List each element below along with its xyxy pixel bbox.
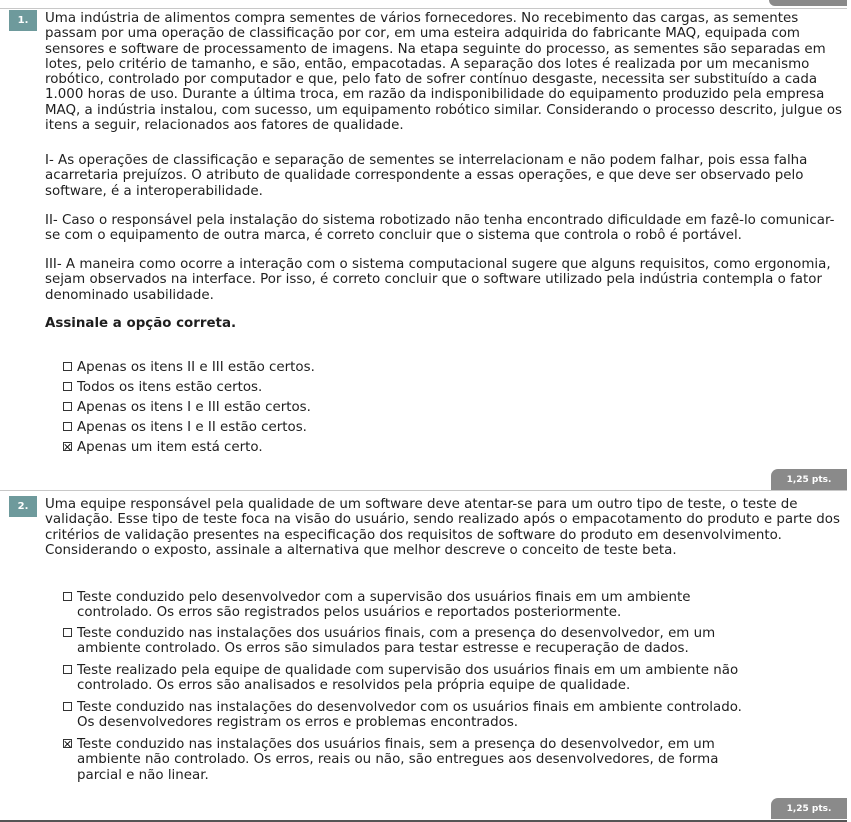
checkbox-checked[interactable] bbox=[63, 739, 72, 748]
question-1-option-5[interactable]: Apenas um item está certo. bbox=[63, 440, 763, 455]
question-2-divider bbox=[0, 490, 847, 491]
question-1-stem: Uma indústria de alimentos compra sementes de vários fornecedores. No recebimento das cargas, as sementes passam por uma operação de classificação por cor, em uma esteira adquirida do fabricante MAQ, equipada com sensores e software de processamento de imagens. Na etapa seguinte do processo, as sementes são separadas em lotes, pelo critério de tamanho, e são, então, empacotadas. A separação dos lotes é realizada por um mecanismo robótico, controlado por computador e que, pelo fato de sofrer contínuo desgaste, necessita ser substituído a cada 1.000 horas de uso. Durante a última troca, em razão da indisponibilidade do equipamento produzido pela empresa MAQ, a indústria instalou, com sucesso, um equipamento robótico similar. Considerando o processo descrito, julgue os itens a seguir, relacionados aos fatores de qualidade. bbox=[45, 11, 842, 134]
question-1-option-3[interactable]: Apenas os itens I e III estão certos. bbox=[63, 400, 763, 415]
checkbox-unchecked[interactable] bbox=[63, 592, 72, 601]
question-1-option-1[interactable]: Apenas os itens II e III estão certos. bbox=[63, 360, 763, 375]
checkbox-checked[interactable] bbox=[63, 442, 72, 451]
question-1-divider bbox=[0, 8, 847, 9]
question-1-item-2: II- Caso o responsável pela instalação do sistema robotizado não tenha encontrado dificuldade em fazê-lo comunicar-se com o equipamento de outra marca, é correto concluir que o sistema que controla o robô é portável. bbox=[45, 213, 835, 244]
checkbox-unchecked[interactable] bbox=[63, 382, 72, 391]
checkbox-unchecked[interactable] bbox=[63, 362, 72, 371]
question-1-number: 1. bbox=[9, 10, 37, 31]
question-2-option-5[interactable]: Teste conduzido nas instalações dos usuários finais, sem a presença do desenvolvedor, em um ambiente não controlado. Os erros, reais ou não, são entregues aos desenvolvedores, de forma parcial e não linear. bbox=[63, 737, 763, 783]
question-2-stem: Uma equipe responsável pela qualidade de um software deve atentar-se para um outro tipo de teste, o teste de validação. Esse tipo de teste foca na visão do usuário, sendo realizado após o empacotamento do produto e parte dos critérios de validação presentes na especificação dos requisitos de software do produto em desenvolvimento. Considerando o exposto, assinale a alternativa que melhor descreve o conceito de teste beta. bbox=[45, 497, 840, 558]
previous-points-tab bbox=[769, 0, 847, 6]
checkbox-unchecked[interactable] bbox=[63, 665, 72, 674]
checkbox-unchecked[interactable] bbox=[63, 628, 72, 637]
question-2-option-3[interactable]: Teste realizado pela equipe de qualidade com supervisão dos usuários finais em um ambiente não controlado. Os erros são analisados e resolvidos pela própria equipe de qualidade. bbox=[63, 663, 763, 694]
question-1-option-4[interactable]: Apenas os itens I e II estão certos. bbox=[63, 420, 763, 435]
question-1-option-2[interactable]: Todos os itens estão certos. bbox=[63, 380, 763, 395]
question-1-points-badge: 1,25 pts. bbox=[771, 469, 847, 490]
question-2-number: 2. bbox=[9, 496, 37, 517]
question-2-points-badge: 1,25 pts. bbox=[771, 798, 847, 819]
checkbox-unchecked[interactable] bbox=[63, 402, 72, 411]
question-1-item-3: III- A maneira como ocorre a interação com o sistema computacional sugere que alguns requisitos, como ergonomia, sejam observados na interface. Por isso, é correto concluir que o software utilizado pela indústria contempla o fator denominado usabilidade. bbox=[45, 257, 831, 303]
checkbox-unchecked[interactable] bbox=[63, 422, 72, 431]
checkbox-unchecked[interactable] bbox=[63, 702, 72, 711]
question-2-option-1[interactable]: Teste conduzido pelo desenvolvedor com a supervisão dos usuários finais em um ambiente controlado. Os erros são registrados pelos usuários e reportados posteriormente. bbox=[63, 590, 763, 621]
question-1-instruction: Assinale a opção correta. bbox=[45, 316, 237, 331]
question-1-item-1: I- As operações de classificação e separação de sementes se interrelacionam e não podem falhar, pois essa falha acarretaria prejuízos. O atributo de qualidade correspondente a essas operações, e que deve ser observado pelo software, é a interoperabilidade. bbox=[45, 153, 808, 199]
question-2-option-2[interactable]: Teste conduzido nas instalações dos usuários finais, com a presença do desenvolvedor, em um ambiente controlado. Os erros são simulados para testar estresse e recuperação de dados. bbox=[63, 626, 763, 657]
question-2-option-4[interactable]: Teste conduzido nas instalações do desenvolvedor com os usuários finais em ambiente controlado. Os desenvolvedores registram os erros e problemas encontrados. bbox=[63, 700, 763, 731]
